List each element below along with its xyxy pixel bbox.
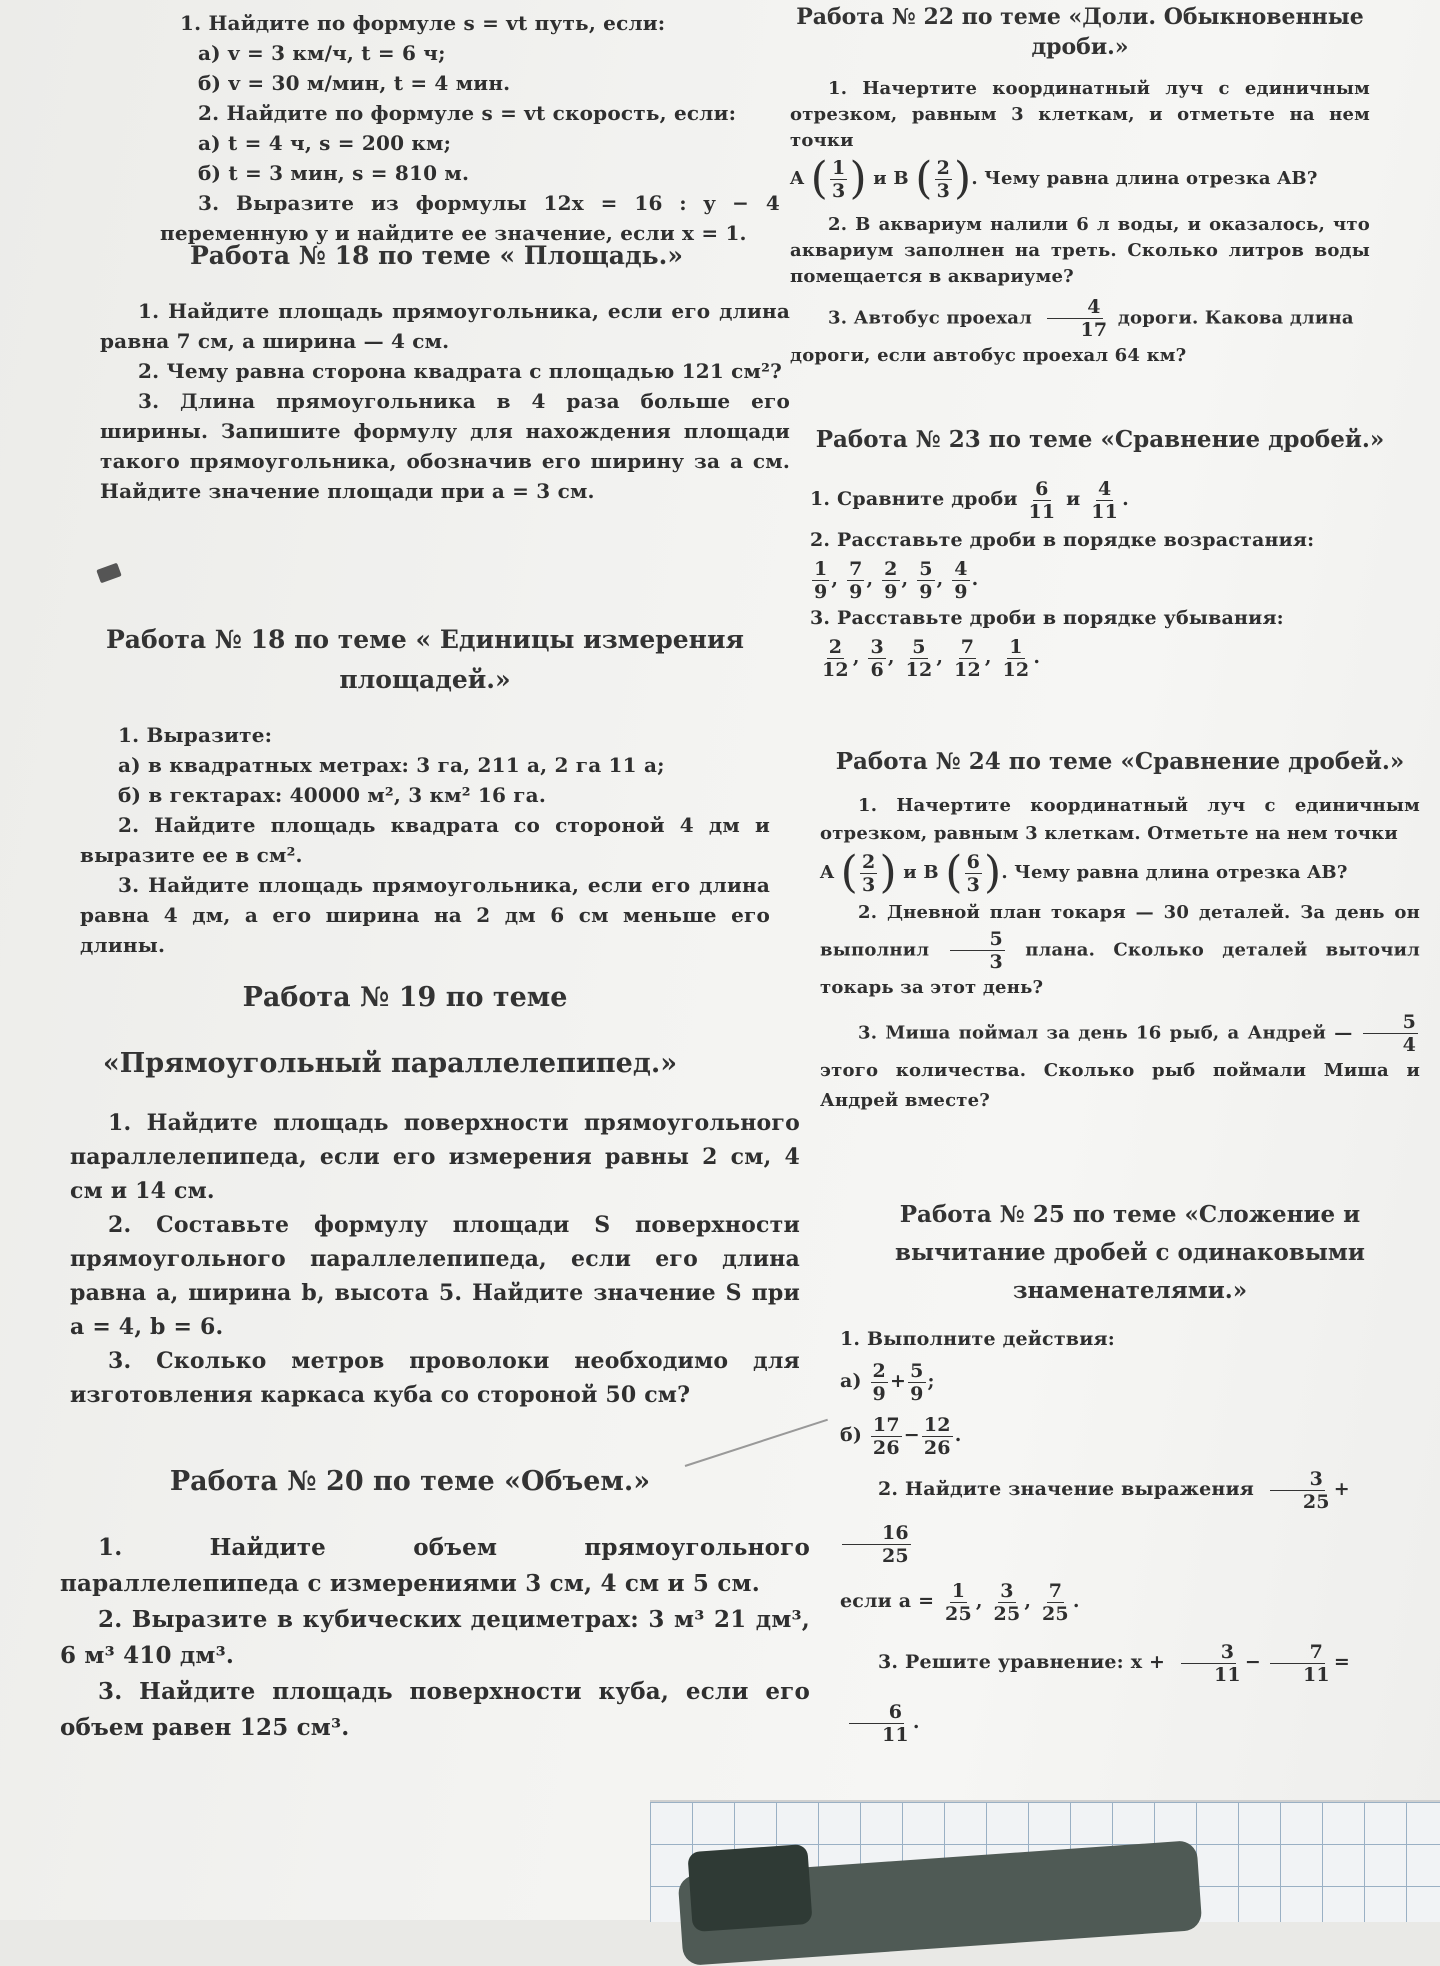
task-text: б) в гектарах: 40000 м², 3 км² 16 га.: [118, 783, 547, 807]
work-title: площадей.»: [339, 665, 511, 694]
fraction: $\frac{4}{17}$: [1041, 296, 1110, 341]
task-text: б) t = 3 мин, s = 810 м.: [198, 161, 470, 185]
fraction: $\frac{2}{3}$: [862, 850, 876, 896]
task-text: 2. Выразите в кубических дециметрах: 3 м³ 21 дм³, 6 м³ 410 дм³.: [60, 1606, 810, 1669]
fraction: $\frac{2}{9}$: [884, 557, 898, 603]
task-text: 3. Длина прямоугольника в 4 раза больше его ширины. Запишите формулу для нахождения площади такого прямоугольника, обозначив его ширину за a см. Найдите значение площади при a = 3 см.: [100, 389, 790, 503]
task-text: 2. В аквариум налили 6 л воды, и оказалось, что аквариум заполнен на треть. Сколько литров воды помещается в аквариуме?: [790, 214, 1370, 287]
fraction: $\frac{2}{9}$: [872, 1359, 886, 1405]
task-text: 1. Начертите координатный луч с единичным отрезком, равным 3 клеткам, и отметьте на нем точки: [790, 78, 1370, 151]
operator: −: [1244, 1651, 1261, 1673]
fraction: $\frac{6}{3}$: [966, 850, 980, 896]
fraction: $\frac{4}{11}$: [1091, 477, 1119, 523]
fraction: $\frac{2}{12}$: [822, 635, 849, 681]
paren-left: (: [840, 847, 859, 898]
task-text: 3. Решите уравнение:: [878, 1651, 1124, 1673]
paren-left: (: [810, 153, 829, 204]
task-text: дороги. Какова длина дороги, если автобус проехал 64 км?: [790, 307, 1354, 366]
task-text: . Чему равна длина отрезка AB?: [1001, 862, 1348, 883]
work-title: «Прямоугольный параллелепипед.»: [102, 1048, 678, 1079]
operator: +: [889, 1370, 907, 1392]
fraction: $\frac{5}{3}$: [950, 928, 1005, 973]
marker-cap: [687, 1844, 812, 1932]
item-label: а): [840, 1370, 862, 1392]
task-text: 2. Найдите значение выражения: [878, 1478, 1255, 1500]
fraction: $\frac{7}{12}$: [954, 635, 981, 681]
task-text: 3. Автобус проехал: [828, 307, 1033, 329]
task-text: 2. Дневной план токаря — 30 деталей. За день он выполнил: [820, 902, 1420, 961]
fraction: $\frac{3}{11}$: [1174, 1641, 1243, 1686]
work-title: Работа № 22 по теме «Доли. Обыкновенные: [796, 4, 1364, 30]
fraction: $\frac{3}{25}$: [1263, 1468, 1332, 1513]
work-title: Работа № 19 по теме: [242, 982, 568, 1013]
fraction: $\frac{1}{12}$: [1002, 635, 1030, 681]
fraction: $\frac{6}{11}$: [1028, 477, 1056, 523]
work-title: Работа № 18 по теме « Площадь.»: [190, 241, 683, 270]
task-text: этого количества. Сколько рыб поймали Миша и Андрей вместе?: [820, 1060, 1420, 1111]
paren-left: (: [945, 847, 963, 898]
work-24-area: [820, 742, 1420, 1116]
conjunction: и: [873, 168, 887, 189]
task-text: 3. Расставьте дроби в порядке убывания:: [810, 607, 1284, 629]
task-text: 1. Выполните действия:: [840, 1328, 1115, 1350]
fraction: $\frac{7}{9}$: [849, 557, 863, 603]
paren-left: (: [915, 153, 933, 204]
operator: =: [1333, 1651, 1350, 1673]
item-label: б): [840, 1424, 863, 1446]
task-text: 2. Чему равна сторона квадрата с площадью 121 см²?: [138, 359, 782, 383]
fraction: $\frac{5}{12}$: [905, 635, 933, 681]
task-text: 1. Найдите объем прямоугольного параллелепипеда с измерениями 3 см, 4 см и 5 см.: [60, 1534, 810, 1597]
variable: x +: [1130, 1651, 1166, 1673]
fraction: $\frac{17}{26}$: [872, 1413, 900, 1459]
work-20-area: [60, 1462, 810, 1746]
work-title: дроби.»: [1031, 34, 1129, 60]
fraction-list-asc: $\frac{1}{9}$ , $\frac{7}{9}$ , $\frac{2}{9}$ , $\frac{5}{9}$ , $\frac{4}{9}$ .: [814, 557, 979, 603]
fraction: $\frac{5}{9}$: [910, 1359, 924, 1405]
fraction: $\frac{5}{4}$: [1363, 1011, 1418, 1056]
work-title: Работа № 23 по теме «Сравнение дробей.»: [815, 426, 1385, 453]
point-label: B: [923, 862, 939, 883]
paren-right: ): [984, 847, 1002, 898]
work-25-area: Работа № 25 по теме «Сложение и вычитание дробей с одинаковыми знаменателями.» 1. Выполните действия: а) $\frac{2}{9}$ + $\frac{5}{9}$ ; б) $\frac{17}{26}$ − $\frac{12}{26}$ . 2. Найдите значение выражения $\frac{3}{25}$ + $\frac{16}{25}$ если a = $\frac{1}{25}$ , $\frac{3}{25}$ , $\frac{7}{25}$ . 3. Решите уравнение: x + $\frac{3}{11}$ − $\frac{7}{11}$ = $\frac{6}{11}$ .: [840, 1196, 1420, 1752]
fraction: $\frac{6}{11}$: [842, 1701, 911, 1746]
pencil-mark: [96, 563, 121, 584]
task-text: 1. Начертите координатный луч с единичным отрезком, равным 3 клеткам. Отметьте на нем точки: [820, 795, 1420, 844]
work-18-units: [80, 620, 770, 960]
conjunction: и: [903, 862, 917, 883]
task-text: а) t = 4 ч, s = 200 км;: [198, 131, 452, 155]
fraction: $\frac{3}{25}$: [993, 1579, 1021, 1625]
work-19-area: [70, 978, 800, 1412]
task-text: 3. Сколько метров проволоки необходимо для изготовления каркаса куба со стороной 50 см?: [70, 1348, 800, 1408]
task-text: 1. Сравните дроби: [810, 488, 1018, 510]
operator: +: [1333, 1478, 1350, 1500]
fraction: $\frac{4}{9}$: [954, 557, 968, 603]
task-text: 3. Найдите площадь прямоугольника, если его длина равна 4 дм, а его ширина на 2 дм 6 см меньше его длины.: [80, 873, 770, 957]
paren-right: ): [954, 153, 972, 204]
task-text: 3. Миша поймал за день 16 рыб, а Андрей —: [858, 1022, 1353, 1044]
task-text: . Чему равна длина отрезка AB?: [971, 168, 1318, 189]
fraction: $\frac{3}{6}$: [870, 635, 884, 681]
task-text: а) в квадратных метрах: 3 га, 211 а, 2 га 11 а;: [118, 753, 665, 777]
task-text: 1. Найдите площадь поверхности прямоугольного параллелепипеда, если его измерения равны 2 см, 4 см и 14 см.: [70, 1110, 800, 1204]
work-22-area: [790, 0, 1370, 371]
operator: −: [903, 1424, 920, 1446]
task-text: 1. Найдите площадь прямоугольника, если его длина равна 7 см, а ширина — 4 см.: [100, 299, 790, 353]
work-title: Работа № 18 по теме « Единицы измерения: [106, 625, 744, 654]
task-text: а) v = 3 км/ч, t = 6 ч;: [198, 41, 446, 65]
task-text: б) v = 30 м/мин, t = 4 мин.: [198, 71, 511, 95]
fraction: $\frac{1}{3}$: [832, 156, 846, 202]
fraction: $\frac{1}{25}$: [945, 1579, 972, 1625]
conjunction: и: [1066, 488, 1081, 510]
task-text: 2. Найдите по формуле s = vt скорость, если:: [198, 101, 737, 125]
task-text: 2. Расставьте дроби в порядке возрастания:: [810, 529, 1315, 551]
work-title: вычитание дробей с одинаковыми: [895, 1239, 1365, 1266]
task-text: 1. Найдите по формуле s = vt путь, если:: [180, 11, 666, 35]
task-text: плана. Сколько деталей выточил токарь за этот день?: [820, 939, 1421, 998]
pencil-line: [685, 1419, 828, 1467]
fraction-list-desc: $\frac{2}{12}$ , $\frac{3}{6}$ , $\frac{5}{12}$ , $\frac{7}{12}$ , $\frac{1}{12}$ .: [822, 635, 1041, 681]
work-title: Работа № 20 по теме «Объем.»: [169, 1466, 651, 1497]
point-label: B: [893, 168, 909, 189]
work-23-area: Работа № 23 по теме «Сравнение дробей.» 1. Сравните дроби $\frac{6}{11}$ и $\frac{4}{11}$ . 2. Расставьте дроби в порядке возрастания: $\frac{1}{9}$ , $\frac{7}{9}$ , $\frac{2}{9}$ , $\frac{5}{9}$ , $\frac{4}{9}$ . 3. Расставьте дроби в порядке убывания: $\frac{2}{12}$ , $\frac{3}{6}$ , $\frac{5}{12}$ , $\frac{7}{12}$ , $\frac{1}{12}$ .: [810, 420, 1390, 682]
paren-right: ): [879, 847, 897, 898]
paren-right: ): [849, 153, 867, 204]
point-label: A: [820, 862, 835, 883]
fraction: $\frac{2}{3}$: [936, 156, 950, 202]
fraction: $\frac{7}{11}$: [1263, 1641, 1332, 1686]
task-text: если a =: [840, 1590, 935, 1612]
task-text: 3. Выразите из формулы 12x = 16 : y − 4 переменную y и найдите ее значение, если x = 1.: [160, 191, 780, 245]
fraction: $\frac{7}{25}$: [1042, 1579, 1069, 1625]
fraction: $\frac{12}{26}$: [923, 1413, 951, 1459]
work-title: Работа № 24 по теме «Сравнение дробей.»: [835, 748, 1405, 775]
fraction: $\frac{1}{9}$: [814, 557, 828, 603]
task-text: 2. Составьте формулу площади S поверхности прямоугольного параллелепипеда, если его длина равна a, ширина b, высота 5. Найдите значение S при a = 4, b = 6.: [70, 1212, 800, 1340]
work-18-area: [100, 236, 790, 506]
task-text: 1. Выразите:: [118, 723, 273, 747]
work-title: знаменателями.»: [1012, 1277, 1248, 1304]
task-text: 3. Найдите площадь поверхности куба, если его объем равен 125 см³.: [60, 1678, 810, 1741]
intro-tasks: [140, 8, 780, 248]
point-label: A: [790, 168, 805, 189]
task-text: 2. Найдите площадь квадрата со стороной 4 дм и выразите ее в см².: [80, 813, 770, 867]
fraction: $\frac{16}{25}$: [842, 1522, 911, 1567]
fraction: $\frac{5}{9}$: [919, 557, 933, 603]
work-title: Работа № 25 по теме «Сложение и: [899, 1201, 1361, 1228]
